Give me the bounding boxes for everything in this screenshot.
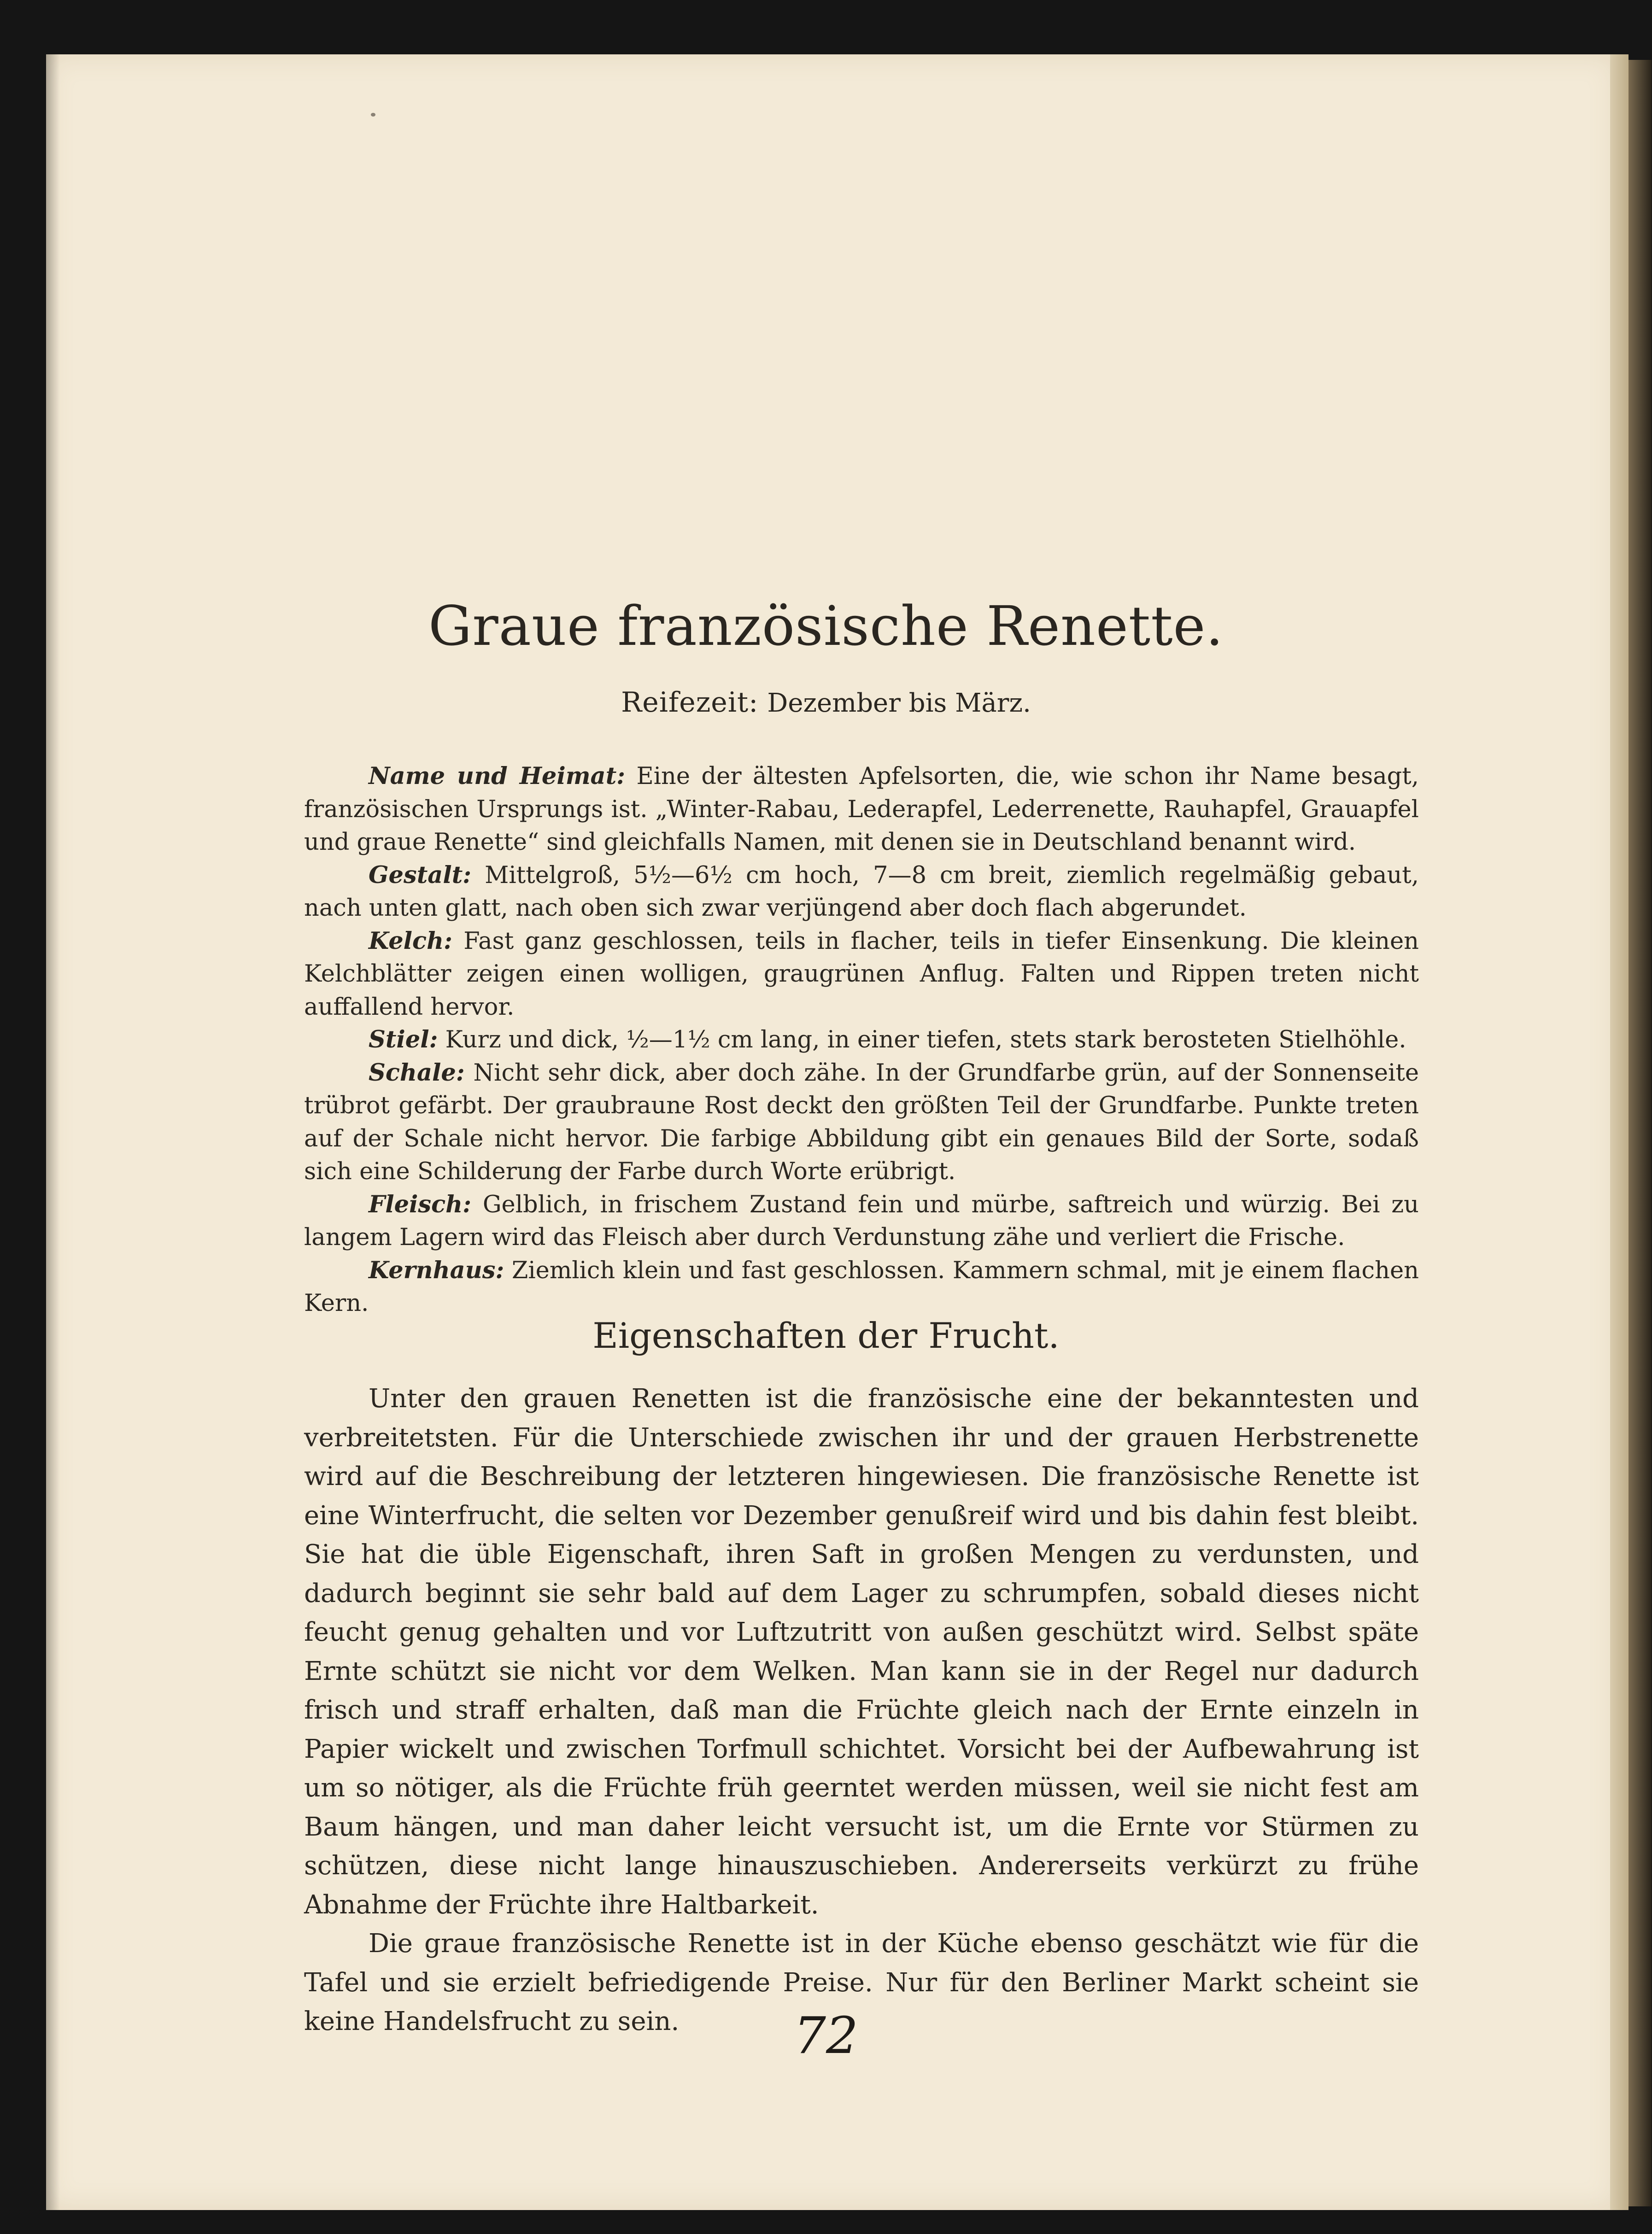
description-text: Gelblich, in frischem Zustand fein und mürbe, saftreich und würzig. Bei zu langem Lagern wird das Fleisch aber durch Verdunstung zähe und verliert die Frische. [304,1191,1419,1251]
description-text: Kurz und dick, ½—1½ cm lang, in einer tiefen, stets stark berosteten Stielhöhle. [445,1026,1406,1053]
description-entry [304,1188,1419,1254]
paper-speck [371,113,375,117]
body-paragraph: Die graue französische Renette ist in der Küche ebenso geschätzt wie für die Tafel und sie erzielt befriedigende Preise. Nur für den Berliner Markt scheint sie keine Handelsfrucht zu sein. [304,1929,1419,2036]
description-entry [304,925,1419,1024]
description-entry [304,1023,1419,1057]
description-text: Mittelgroß, 5½—6½ cm hoch, 7—8 cm breit, ziemlich regelmäßig gebaut, nach unten glatt, nach oben sich zwar verjüngend aber doch flach abgerundet. [304,861,1419,922]
variety-description [304,760,1419,1320]
page-edge [1610,54,1629,2210]
section-body [304,1380,1419,2041]
description-term: Name und Heimat: [369,762,626,790]
description-entry [304,1254,1419,1320]
section-heading: Eigenschaften der Frucht. [592,1315,1060,1356]
book-binding [1629,60,1652,2206]
page-title: Graue französische Renette. [428,594,1224,658]
page-gutter-shadow [46,54,60,2210]
description-text: Ziemlich klein und fast geschlossen. Kammern schmal, mit je einem flachen Kern. [304,1257,1419,1317]
description-term: Schale: [369,1059,465,1087]
description-term: Kernhaus: [369,1256,504,1284]
description-text: Fast ganz geschlossen, teils in flacher, teils in tiefer Einsenkung. Die kleinen Kelchblätter zeigen einen wolligen, graugrünen Anflug. Falten und Rippen treten nicht auffallend hervor. [304,927,1419,1021]
description-entry [304,859,1419,925]
page-number: 72 [794,2006,858,2065]
description-entry [304,760,1419,859]
description-entry [304,1057,1419,1188]
description-term: Fleisch: [369,1190,472,1218]
ripening-value: Dezember bis März. [767,688,1031,718]
ripening-label: Reifezeit: [621,686,759,719]
body-paragraph: Unter den grauen Renetten ist die französische eine der bekanntesten und verbreitetsten. Für die Unterschiede zwischen ihr und der grauen Herbstrenette wird auf die Beschreibung der letzteren hingewiesen. Die französische Renette ist eine Winterfrucht, die selten vor Dezember genußreif wird und bis dahin fest bleibt. Sie hat die üble Eigenschaft, ihren Saft in großen Mengen zu verdunsten, und dadurch beginnt sie sehr bald auf dem Lager zu schrumpfen, sobald dieses nicht feucht genug gehalten und vor Luftzutritt von außen geschützt wird. Selbst späte Ernte schützt sie nicht vor dem Welken. Man kann sie in der Regel nur dadurch frisch und straff erhalten, daß man die Früchte gleich nach der Ernte einzeln in Papier wickelt und zwischen Torfmull schichtet. Vorsicht bei der Aufbewahrung ist um so nötiger, als die Früchte früh geerntet werden müssen, weil sie nicht fest am Baum hängen, und man daher leicht versucht ist, um die Ernte vor Stürmen zu schützen, diese nicht lange hinauszuschieben. Andererseits verkürzt zu frühe Abnahme der Früchte ihre Haltbarkeit. [304,1384,1419,1920]
description-term: Gestalt: [369,861,472,889]
description-term: Stiel: [369,1026,438,1053]
description-term: Kelch: [369,927,452,955]
ripening-time [0,686,1652,719]
description-text: Eine der ältesten Apfelsorten, die, wie schon ihr Name besagt, französischen Ursprungs ist. „Winter-Rabau, Lederapfel, Lederrenette, Rauhapfel, Grauapfel und graue Renette“ sind gleichfalls Namen, mit denen sie in Deutschland benannt wird. [304,763,1419,856]
description-text: Nicht sehr dick, aber doch zähe. In der Grundfarbe grün, auf der Sonnenseite trübrot gefärbt. Der graubraune Rost deckt den größten Teil der Grundfarbe. Punkte treten auf der Schale nicht hervor. Die farbige Abbildung gibt ein genaues Bild der Sorte, sodaß sich eine Schilderung der Farbe durch Worte erübrigt. [304,1059,1419,1185]
